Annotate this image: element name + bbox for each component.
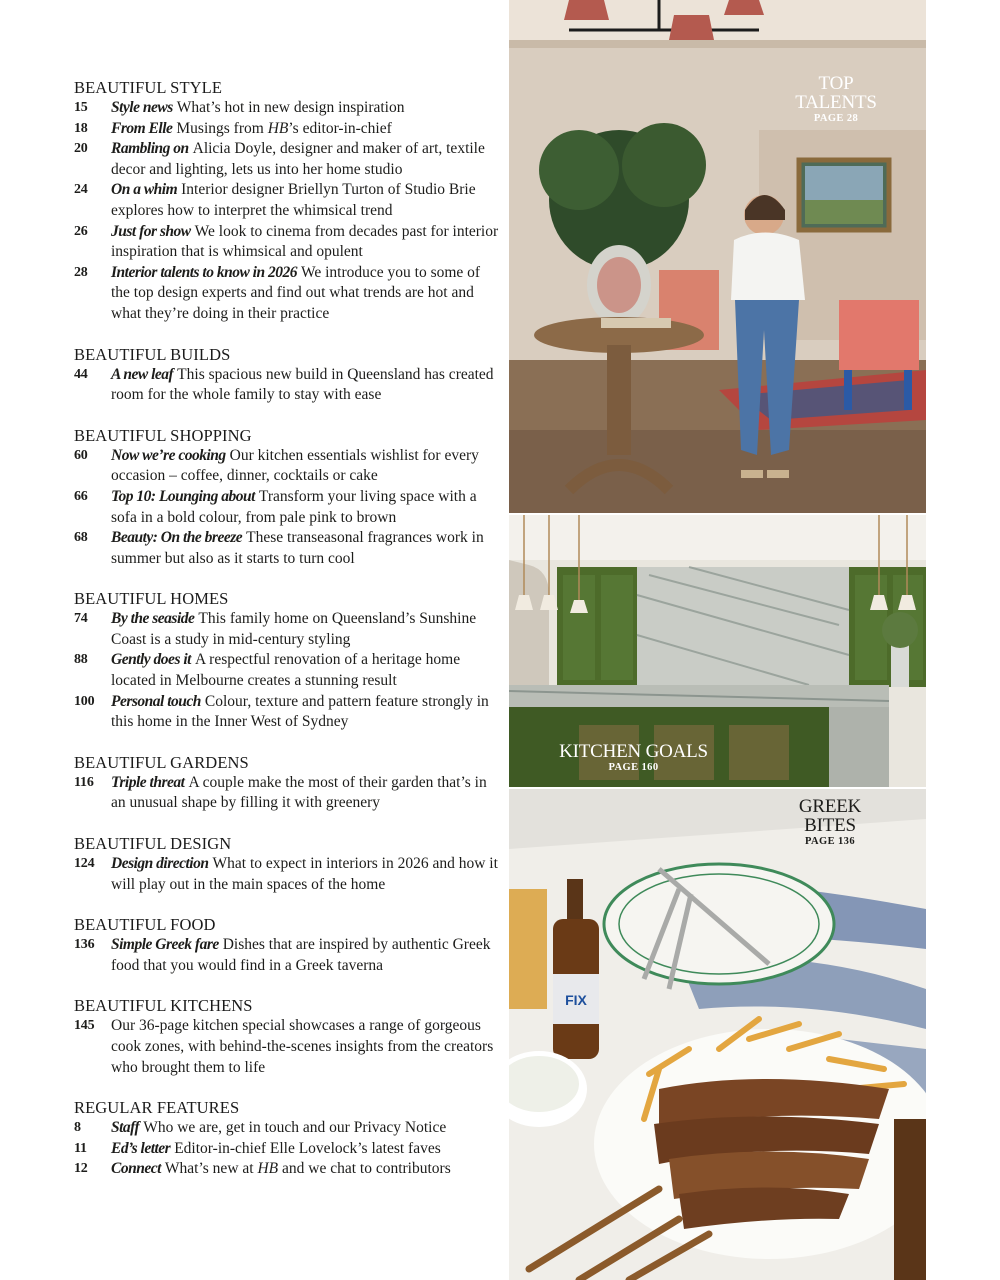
entry-title: Beauty: On the breeze <box>111 529 243 547</box>
contents-entry[interactable] <box>74 528 499 569</box>
contents-section <box>74 589 499 733</box>
page-number: 28 <box>74 264 88 280</box>
entry-description: Colour, texture and pattern feature strongly in this home in the Inner West of Sydney <box>111 692 489 731</box>
page-number: 11 <box>74 1140 87 1156</box>
page-number: 74 <box>74 611 88 627</box>
entry-text <box>111 609 499 650</box>
beer-label: FIX <box>565 992 587 1008</box>
entry-title: Design direction <box>111 855 209 873</box>
greek-bites-caption[interactable] <box>790 797 870 848</box>
entry-text <box>111 365 499 406</box>
page-number: 68 <box>74 530 88 546</box>
entry-title: Simple Greek fare <box>111 936 219 954</box>
contents-section <box>74 426 499 570</box>
entry-title: Ed’s letter <box>111 1139 171 1157</box>
page-number: 116 <box>74 774 94 790</box>
caption-line: TOP <box>818 73 854 94</box>
caption-page-number: PAGE 28 <box>813 113 859 124</box>
entry-description: This family home on Queensland’s Sunshine Coast is a study in mid-century styling <box>111 610 477 648</box>
section-heading: BEAUTIFUL DESIGN <box>74 834 232 854</box>
caption-line: BITES <box>804 815 856 836</box>
entry-description: These transeasonal fragrances work in summer but also as it starts to turn cool <box>111 529 484 567</box>
top-talents-photo[interactable] <box>509 0 926 513</box>
entry-description: Interior designer Briellyn Turton of Studio Brie explores how to interpret the whimsical trend <box>111 181 476 219</box>
entry-description: Our 36-page kitchen special showcases a range of gorgeous cook zones, with behind-the-scenes insights from the creators who brought them to life <box>111 1017 494 1076</box>
entry-description: We introduce you to some of the top design experts and find out what trends are hot and what they’re doing in their practice <box>111 263 481 322</box>
contents-entry[interactable] <box>74 446 499 487</box>
entry-emphasis: HB <box>257 1160 279 1178</box>
section-heading: REGULAR FEATURES <box>74 1098 240 1118</box>
contents-entry[interactable] <box>74 119 499 140</box>
entry-title: Gently does it <box>111 651 191 669</box>
page-number: 124 <box>74 856 95 872</box>
contents-entry[interactable] <box>74 1139 499 1160</box>
contents-entry[interactable] <box>74 650 499 691</box>
entry-description: Alicia Doyle, designer and maker of art, textile decor and lighting, lets us into her home studio <box>111 140 485 178</box>
contents-section <box>74 1098 499 1180</box>
page-number: 100 <box>74 693 95 709</box>
entry-description: Who we are, get in touch and our Privacy Notice <box>143 1119 447 1137</box>
page-number: 8 <box>74 1120 81 1136</box>
contents-entry[interactable] <box>74 609 499 650</box>
entry-description: What to expect in interiors in 2026 and how it will play out in the main spaces of the home <box>111 855 498 893</box>
page-number: 136 <box>74 937 95 953</box>
entry-title: Interior talents to know in 2026 <box>111 263 297 281</box>
contents-entry[interactable] <box>74 180 499 221</box>
contents-entry[interactable] <box>74 935 499 976</box>
section-heading: BEAUTIFUL SHOPPING <box>74 425 252 445</box>
section-heading: BEAUTIFUL STYLE <box>74 78 223 97</box>
entry-text <box>111 1016 499 1078</box>
entry-text <box>111 1139 499 1160</box>
entry-description: Our kitchen essentials wishlist for every occasion – coffee, dinner, cocktails or cake <box>111 446 479 485</box>
page-number: 44 <box>74 366 88 382</box>
entry-text <box>111 650 499 691</box>
contents-entry[interactable] <box>74 98 499 119</box>
caption-page-number: PAGE 136 <box>805 836 855 847</box>
entry-title: From Elle <box>111 119 173 137</box>
entry-text <box>111 692 499 733</box>
page-number: 24 <box>74 182 88 198</box>
page-number: 145 <box>74 1018 95 1034</box>
entry-title: By the seaside <box>111 610 195 628</box>
contents-entry[interactable] <box>74 1159 499 1180</box>
contents-section <box>74 996 499 1078</box>
contents-section <box>74 78 499 325</box>
entry-text <box>111 446 499 487</box>
entry-text <box>111 98 499 119</box>
entry-text <box>111 854 499 895</box>
page-number: 60 <box>74 447 88 463</box>
contents-entry[interactable] <box>74 773 499 814</box>
entry-description: What’s hot in new design inspiration <box>176 99 405 116</box>
entry-description: Transform your living space with a sofa in a bold colour, from pale pink to brown <box>111 487 477 526</box>
page-number: 66 <box>74 488 88 504</box>
entry-title: On a whim <box>111 181 178 199</box>
page-number: 12 <box>74 1161 88 1177</box>
contents-section <box>74 345 499 406</box>
page-number: 26 <box>74 223 88 239</box>
entry-text <box>111 528 499 569</box>
entry-description: Musings from <box>176 119 268 137</box>
entry-title: Now we’re cooking <box>111 446 226 464</box>
entry-text <box>111 263 499 325</box>
entry-description: A respectful renovation of a heritage home located in Melbourne creates a stunning result <box>111 651 461 690</box>
contents-section <box>74 753 499 814</box>
contents-section <box>74 834 499 895</box>
entry-title: Rambling on <box>111 140 189 158</box>
entry-description: What’s new at <box>164 1160 258 1178</box>
entry-text <box>111 222 499 263</box>
entry-text <box>111 487 499 528</box>
entry-title: A new leaf <box>111 365 174 383</box>
caption-line: GREEK <box>798 796 862 817</box>
section-heading: BEAUTIFUL KITCHENS <box>74 996 253 1016</box>
top-talents-caption[interactable] <box>786 74 886 125</box>
entry-title: Triple threat <box>111 773 185 791</box>
entry-title: Just for show <box>111 222 191 240</box>
entry-text <box>111 935 499 976</box>
contents-entry[interactable] <box>74 1016 499 1078</box>
entry-text <box>111 1159 499 1180</box>
caption-line: TALENTS <box>795 92 877 113</box>
contents-entry[interactable] <box>74 854 499 895</box>
entry-description: Editor-in-chief Elle Lovelock’s latest faves <box>174 1139 441 1157</box>
entry-description: We look to cinema from decades past for interior inspiration that is whimsical and opulent <box>111 222 499 261</box>
entry-text <box>111 139 499 180</box>
entry-text <box>111 119 499 140</box>
section-heading: BEAUTIFUL HOMES <box>74 589 229 609</box>
entry-text <box>111 1118 499 1139</box>
page-number: 18 <box>74 120 88 136</box>
contents-entry[interactable] <box>74 222 499 263</box>
page-number: 15 <box>74 100 88 115</box>
section-heading: BEAUTIFUL BUILDS <box>74 344 231 364</box>
entry-title: Top 10: Lounging about <box>111 487 255 505</box>
entry-title: Personal touch <box>111 692 201 710</box>
caption-line: KITCHEN GOALS <box>559 741 708 762</box>
contents-list <box>74 78 499 1200</box>
contents-entry[interactable] <box>74 365 499 406</box>
kitchen-goals-photo[interactable] <box>509 515 926 787</box>
entry-description-end: ’s editor-in-chief <box>288 119 392 137</box>
entry-title: Style news <box>111 99 173 116</box>
page-number: 88 <box>74 652 88 668</box>
entry-text <box>111 180 499 221</box>
greek-food-illustration <box>509 789 926 1280</box>
entry-description: This spacious new build in Queensland has created room for the whole family to stay with ease <box>111 365 494 404</box>
page-number: 20 <box>74 141 88 157</box>
greek-bites-photo[interactable] <box>509 789 926 1280</box>
contents-section <box>74 915 499 976</box>
entry-title: Connect <box>111 1160 161 1178</box>
entry-text <box>111 773 499 814</box>
contents-entry[interactable] <box>74 487 499 528</box>
entry-description: Dishes that are inspired by authentic Greek food that you would find in a Greek taverna <box>111 936 491 974</box>
contents-entry[interactable] <box>74 692 499 733</box>
section-heading: BEAUTIFUL FOOD <box>74 915 216 935</box>
kitchen-goals-caption[interactable] <box>551 742 716 774</box>
caption-page-number: PAGE 160 <box>608 762 659 773</box>
entry-description: A couple make the most of their garden that’s in an unusual shape by filling it with greenery <box>111 773 487 812</box>
contents-entry[interactable] <box>74 139 499 180</box>
entry-emphasis: HB <box>267 119 289 137</box>
section-heading: BEAUTIFUL GARDENS <box>74 752 249 772</box>
contents-entry[interactable] <box>74 1118 499 1139</box>
contents-entry[interactable] <box>74 263 499 325</box>
entry-description-end: and we chat to contributors <box>278 1160 451 1178</box>
entry-title: Staff <box>111 1119 140 1137</box>
